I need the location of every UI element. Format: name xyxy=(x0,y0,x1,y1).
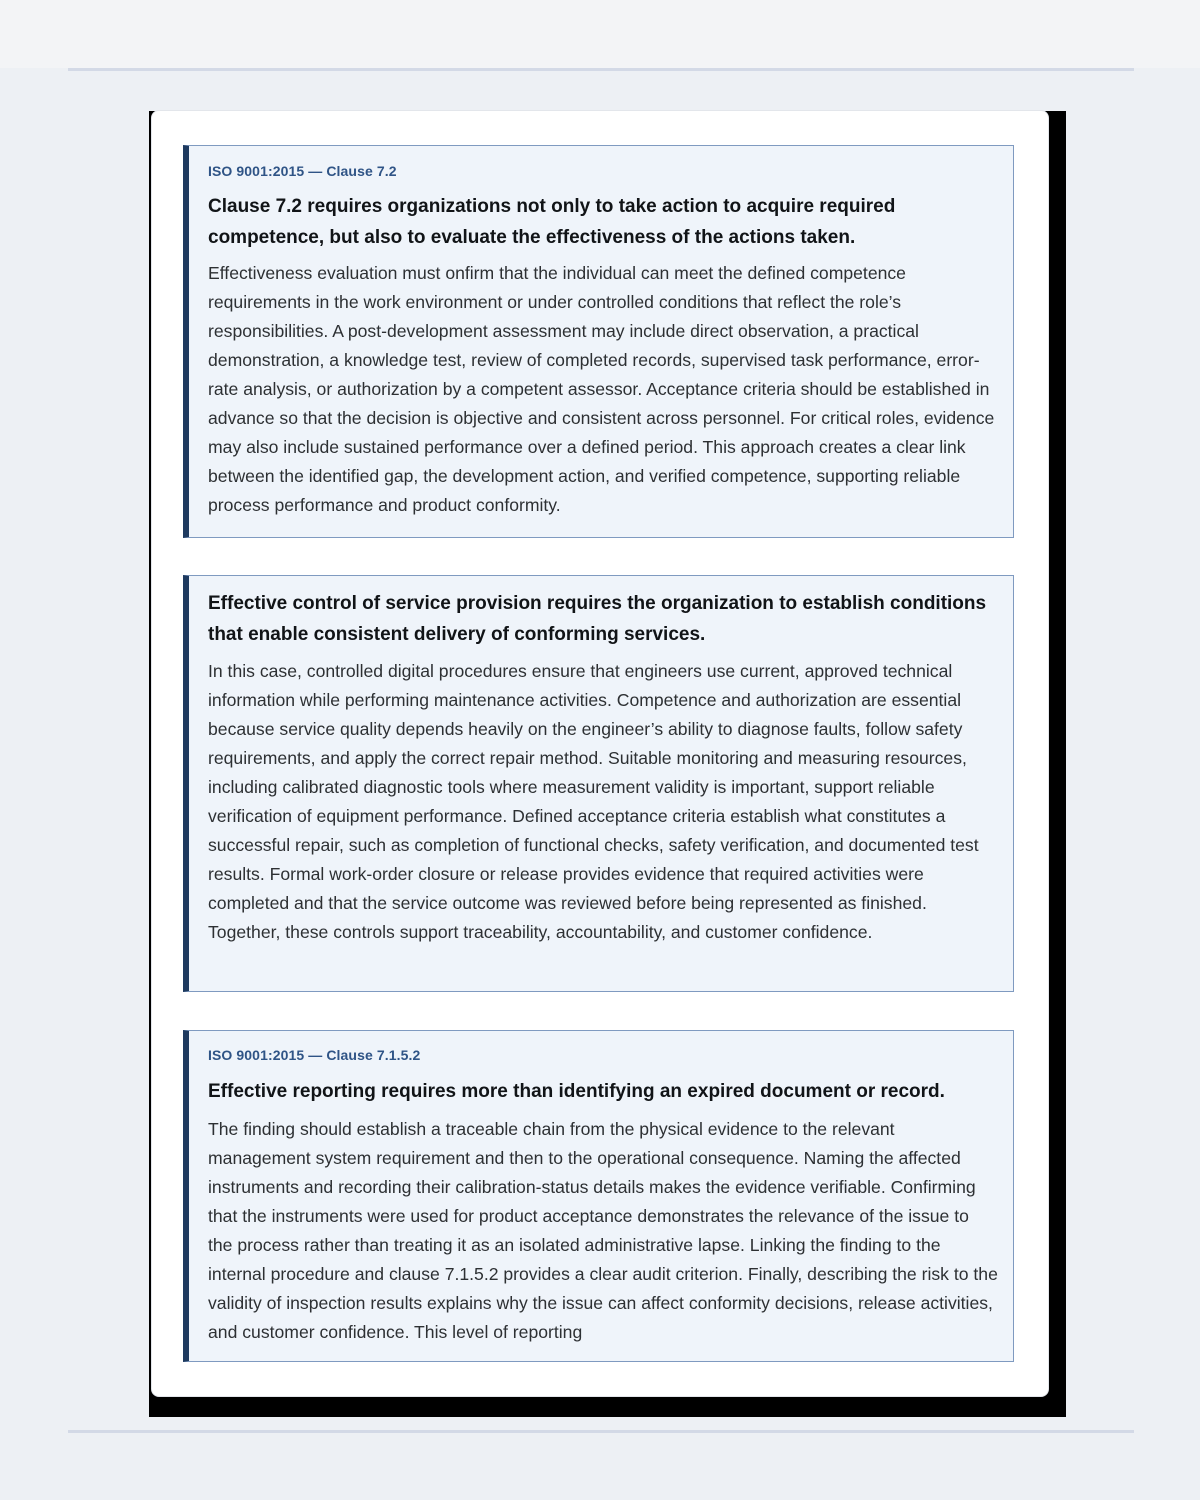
callout-heading: Effective reporting requires more than identifying an expired document or record. xyxy=(208,1081,945,1102)
top-bar xyxy=(0,0,1200,68)
callout-body: In this case, controlled digital procedures ensure that engineers use current, approved technical information while performing maintenance activities. Competence and authorization are essential because service quality depends heavily on the engineer’s ability to diagnose faults, follow safety requirements, and apply the correct repair method. Suitable monitoring and measuring resources, including calibrated diagnostic tools where measurement validity is important, support reliable verification of equipment performance. Defined acceptance criteria establish what constitutes a successful repair, such as completion of functional checks, safety verification, and documented test results. Formal work-order closure or release provides evidence that required activities were completed and that the service outcome was reviewed before being represented as finished. Together, these controls support traceability, accountability, and customer confidence. xyxy=(208,661,979,942)
callout-body: The finding should establish a traceable chain from the physical evidence to the relevant management system requirement and then to the operational consequence. Naming the affected instruments and recording their calibration-status details makes the evidence verifiable. Confirming that the instruments were used for product acceptance demonstrates the relevance of the issue to the process rather than treating it as an isolated administrative lapse. Linking the finding to the internal procedure and clause 7.1.5.2 provides a clear audit criterion. Finally, describing the risk to the validity of inspection results explains why the issue can affect conformity decisions, release activities, and customer confidence. This level of reporting xyxy=(208,1119,998,1342)
callout-clause-7-2 xyxy=(183,145,1014,538)
callout-clause-7-1-5-2 xyxy=(183,1030,1014,1362)
callout-heading: Clause 7.2 requires organizations not only to take action to acquire required competence, but also to evaluate the effectiveness of the actions taken. xyxy=(208,196,896,248)
callout-heading: Effective control of service provision requires the organization to establish conditions that enable consistent delivery of conforming services. xyxy=(208,593,987,645)
callout-service-provision xyxy=(183,575,1014,992)
callout-body: Effectiveness evaluation must onfirm that the individual can meet the defined competence requirements in the work environment or under controlled conditions that reflect the role’s responsibilities. A post-development assessment may include direct observation, a practical demonstration, a knowledge test, review of completed records, supervised task performance, error-rate analysis, or authorization by a competent assessor. Acceptance criteria should be established in advance so that the decision is objective and consistent across personnel. For critical roles, evidence may also include sustained performance over a defined period. This approach creates a clear link between the identified gap, the development action, and verified competence, supporting reliable process performance and product conformity. xyxy=(208,263,995,515)
clause-tag: ISO 9001:2015 — Clause 7.1.5.2 xyxy=(208,1047,421,1063)
bottom-divider xyxy=(68,1430,1134,1433)
top-divider xyxy=(68,68,1134,71)
clause-tag: ISO 9001:2015 — Clause 7.2 xyxy=(208,163,397,179)
